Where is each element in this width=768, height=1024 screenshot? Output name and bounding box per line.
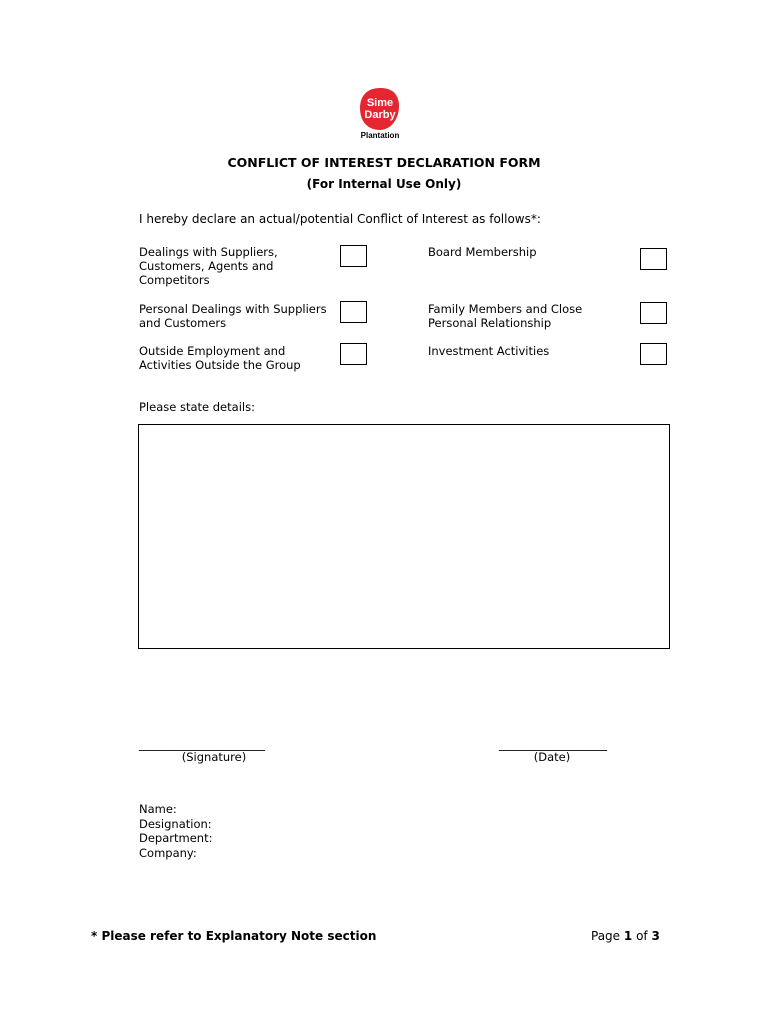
option-label-board-membership <box>428 245 537 259</box>
footnote: * Please refer to Explanatory Note section <box>91 929 377 943</box>
option-line: Customers, Agents and <box>139 259 274 273</box>
signatory-fields <box>139 802 212 860</box>
field-department-label: Department: <box>139 831 213 845</box>
date-line: __________________ <box>499 737 607 751</box>
option-line: Board Membership <box>428 245 537 259</box>
date-caption: (Date) <box>533 750 571 764</box>
page-prefix: Page <box>591 929 621 943</box>
page-number <box>591 929 660 943</box>
field-company-label: Company: <box>139 845 197 860</box>
option-label-outside-employment <box>139 344 301 372</box>
company-logo <box>356 86 404 142</box>
checkbox-investment[interactable] <box>640 343 667 365</box>
signature-line: _____________________ <box>139 737 265 751</box>
details-textarea[interactable] <box>138 424 670 649</box>
option-line: Family Members and Close <box>428 302 583 316</box>
checkbox-family-members[interactable] <box>640 302 667 324</box>
checkbox-outside-employment[interactable] <box>340 343 367 365</box>
page-total: 3 <box>651 929 660 943</box>
option-line: Personal Dealings with Suppliers <box>139 302 327 316</box>
checkbox-board-membership[interactable] <box>640 248 667 270</box>
option-line: Personal Relationship <box>428 316 552 330</box>
option-line: Investment Activities <box>428 344 550 358</box>
option-line: Competitors <box>139 273 210 287</box>
field-name-label: Name: <box>139 802 177 816</box>
logo-line-3: Plantation <box>360 131 400 140</box>
option-label-investment <box>428 344 549 358</box>
logo-line-1: Sime <box>366 97 394 109</box>
declaration-intro: I hereby declare an actual/potential Conflict of Interest as follows*: <box>139 212 541 226</box>
option-line: Activities Outside the Group <box>139 358 301 372</box>
details-label: Please state details: <box>139 400 255 414</box>
field-designation-label: Designation: <box>139 816 212 831</box>
form-title: CONFLICT OF INTEREST DECLARATION FORM <box>227 155 541 170</box>
option-line: and Customers <box>139 316 227 330</box>
signature-caption: (Signature) <box>181 750 247 764</box>
page-current: 1 <box>623 929 633 943</box>
page-of: of <box>636 929 648 943</box>
checkbox-suppliers[interactable] <box>340 245 367 267</box>
option-label-suppliers <box>139 245 278 287</box>
option-label-personal-dealings <box>139 302 327 330</box>
logo-mark <box>356 86 404 142</box>
form-subtitle: (For Internal Use Only) <box>306 177 462 191</box>
option-label-family-members <box>428 302 582 330</box>
checkbox-personal-dealings[interactable] <box>340 301 367 323</box>
logo-line-2: Darby <box>364 109 396 121</box>
option-line: Dealings with Suppliers, <box>139 245 278 259</box>
option-line: Outside Employment and <box>139 344 286 358</box>
